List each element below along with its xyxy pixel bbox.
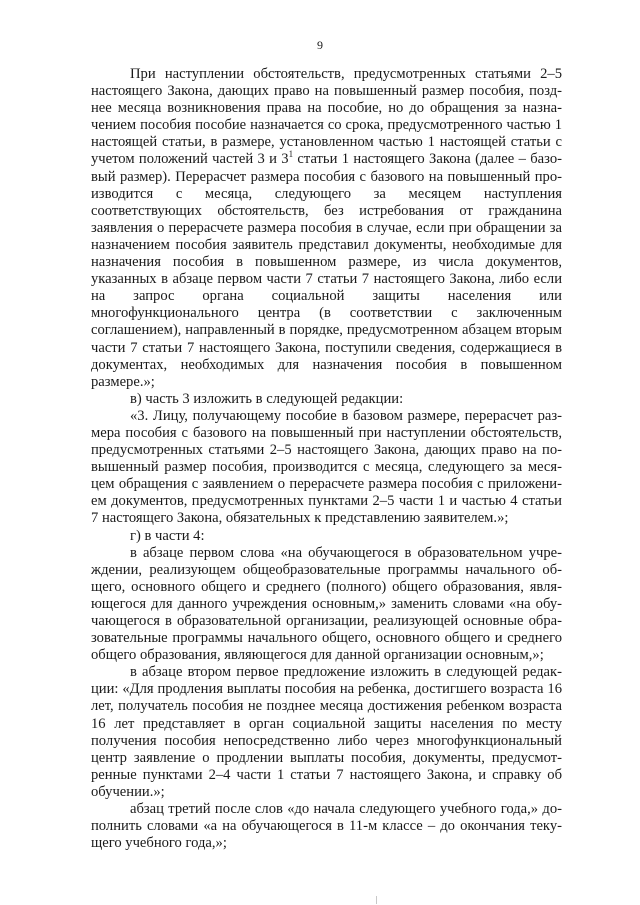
document-body <box>91 66 562 852</box>
scan-artifact <box>376 896 377 904</box>
paragraph-part-3-text: «3. Лицу, получающему пособие в базовом размере, перерасчет размера пособия с базового на повышенный при наступлении обстоятельств, предусмотренных статьями 2–5 настоящего Закона, дающих право на повышенный размер пособия, производится с месяца, следующего за месяцем обращения с заявлением о перерасчете размера пособия с приложением документов, предусмотренных пунктами 2–5 части 1 и частью 4 статьи 7 настоящего Закона, обязательных к представлению заявителем.»; <box>91 407 562 527</box>
paragraph-text-part: статьи 1 настоящего Закона (далее – базовый размер). Перерасчет размера пособия с базового на повышенный производится с месяца, следующего за месяцем наступления соответствующих обстоятельств, без истребования от гражданина заявления о перерасчете размера пособия в случае, если при обращении за назначением пособия заявитель представил документы, необходимые для назначения пособия в повышенном размере, из числа документов, указанных в абзаце первом части 7 статьи 7 настоящего Закона, либо если на запрос органа социальной защиты населения или многофункционального центра (в соответствии с заключенным соглашением), направленный в порядке, предусмотренном абзацем вторым части 7 статьи 7 настоящего Закона, поступили сведения, содержащиеся в документах, необходимых для назначения пособия в повышенном размере.»; <box>91 151 562 390</box>
paragraph-benefit-calculation <box>91 66 562 391</box>
paragraph-abzac-first: в абзаце первом слова «на обучающегося в образовательном учреждении, реализующем общеобразовательные программы начального общего, основного общего и среднего (полного) общего образования, являющегося для данного учреждения основным,» заменить словами «на обучающегося в образовательной организации, реализующей основные образовательные программы начального общего, основного общего и среднего общего образования, являющегося для данной организации основным,»; <box>91 544 562 664</box>
paragraph-text-part: При наступлении обстоятельств, предусмотренных статьями 2–5 настоящего Закона, дающих право на повышенный размер пособия, позднее месяца возникновения права на пособие, но до обращения за назначением пособия пособие назначается со срока, предусмотренного частью 1 настоящей статьи, в размере, установленном частью 1 настоящей статьи с учетом положений частей 3 и 3 <box>91 66 562 168</box>
paragraph-item-g: г) в части 4: <box>130 527 205 544</box>
paragraph-item-v: в) часть 3 изложить в следующей редакции: <box>130 390 404 407</box>
superscript-index: 1 <box>288 149 294 160</box>
paragraph-abzac-second: в абзаце втором первое предложение изложить в следующей редакции: «Для продления выплаты пособия на ребенка, достигшего возраста 16 лет, получатель пособия не позднее месяца достижения ребенком возраста 16 лет представляет в орган социальной защиты населения по месту получения пособия непосредственно либо через многофункциональный центр заявление о продлении выплаты пособия, документы, предусмотренные пунктами 2–4 части 1 статьи 7 настоящего Закона, и справку об обучении.»; <box>91 664 562 800</box>
paragraph-abzac-third: абзац третий после слов «до начала следующего учебного года,» дополнить словами «а на обучающегося в 11-м классе – до окончания текущего учебного года,»; <box>91 801 562 852</box>
page-number: 9 <box>317 38 323 52</box>
